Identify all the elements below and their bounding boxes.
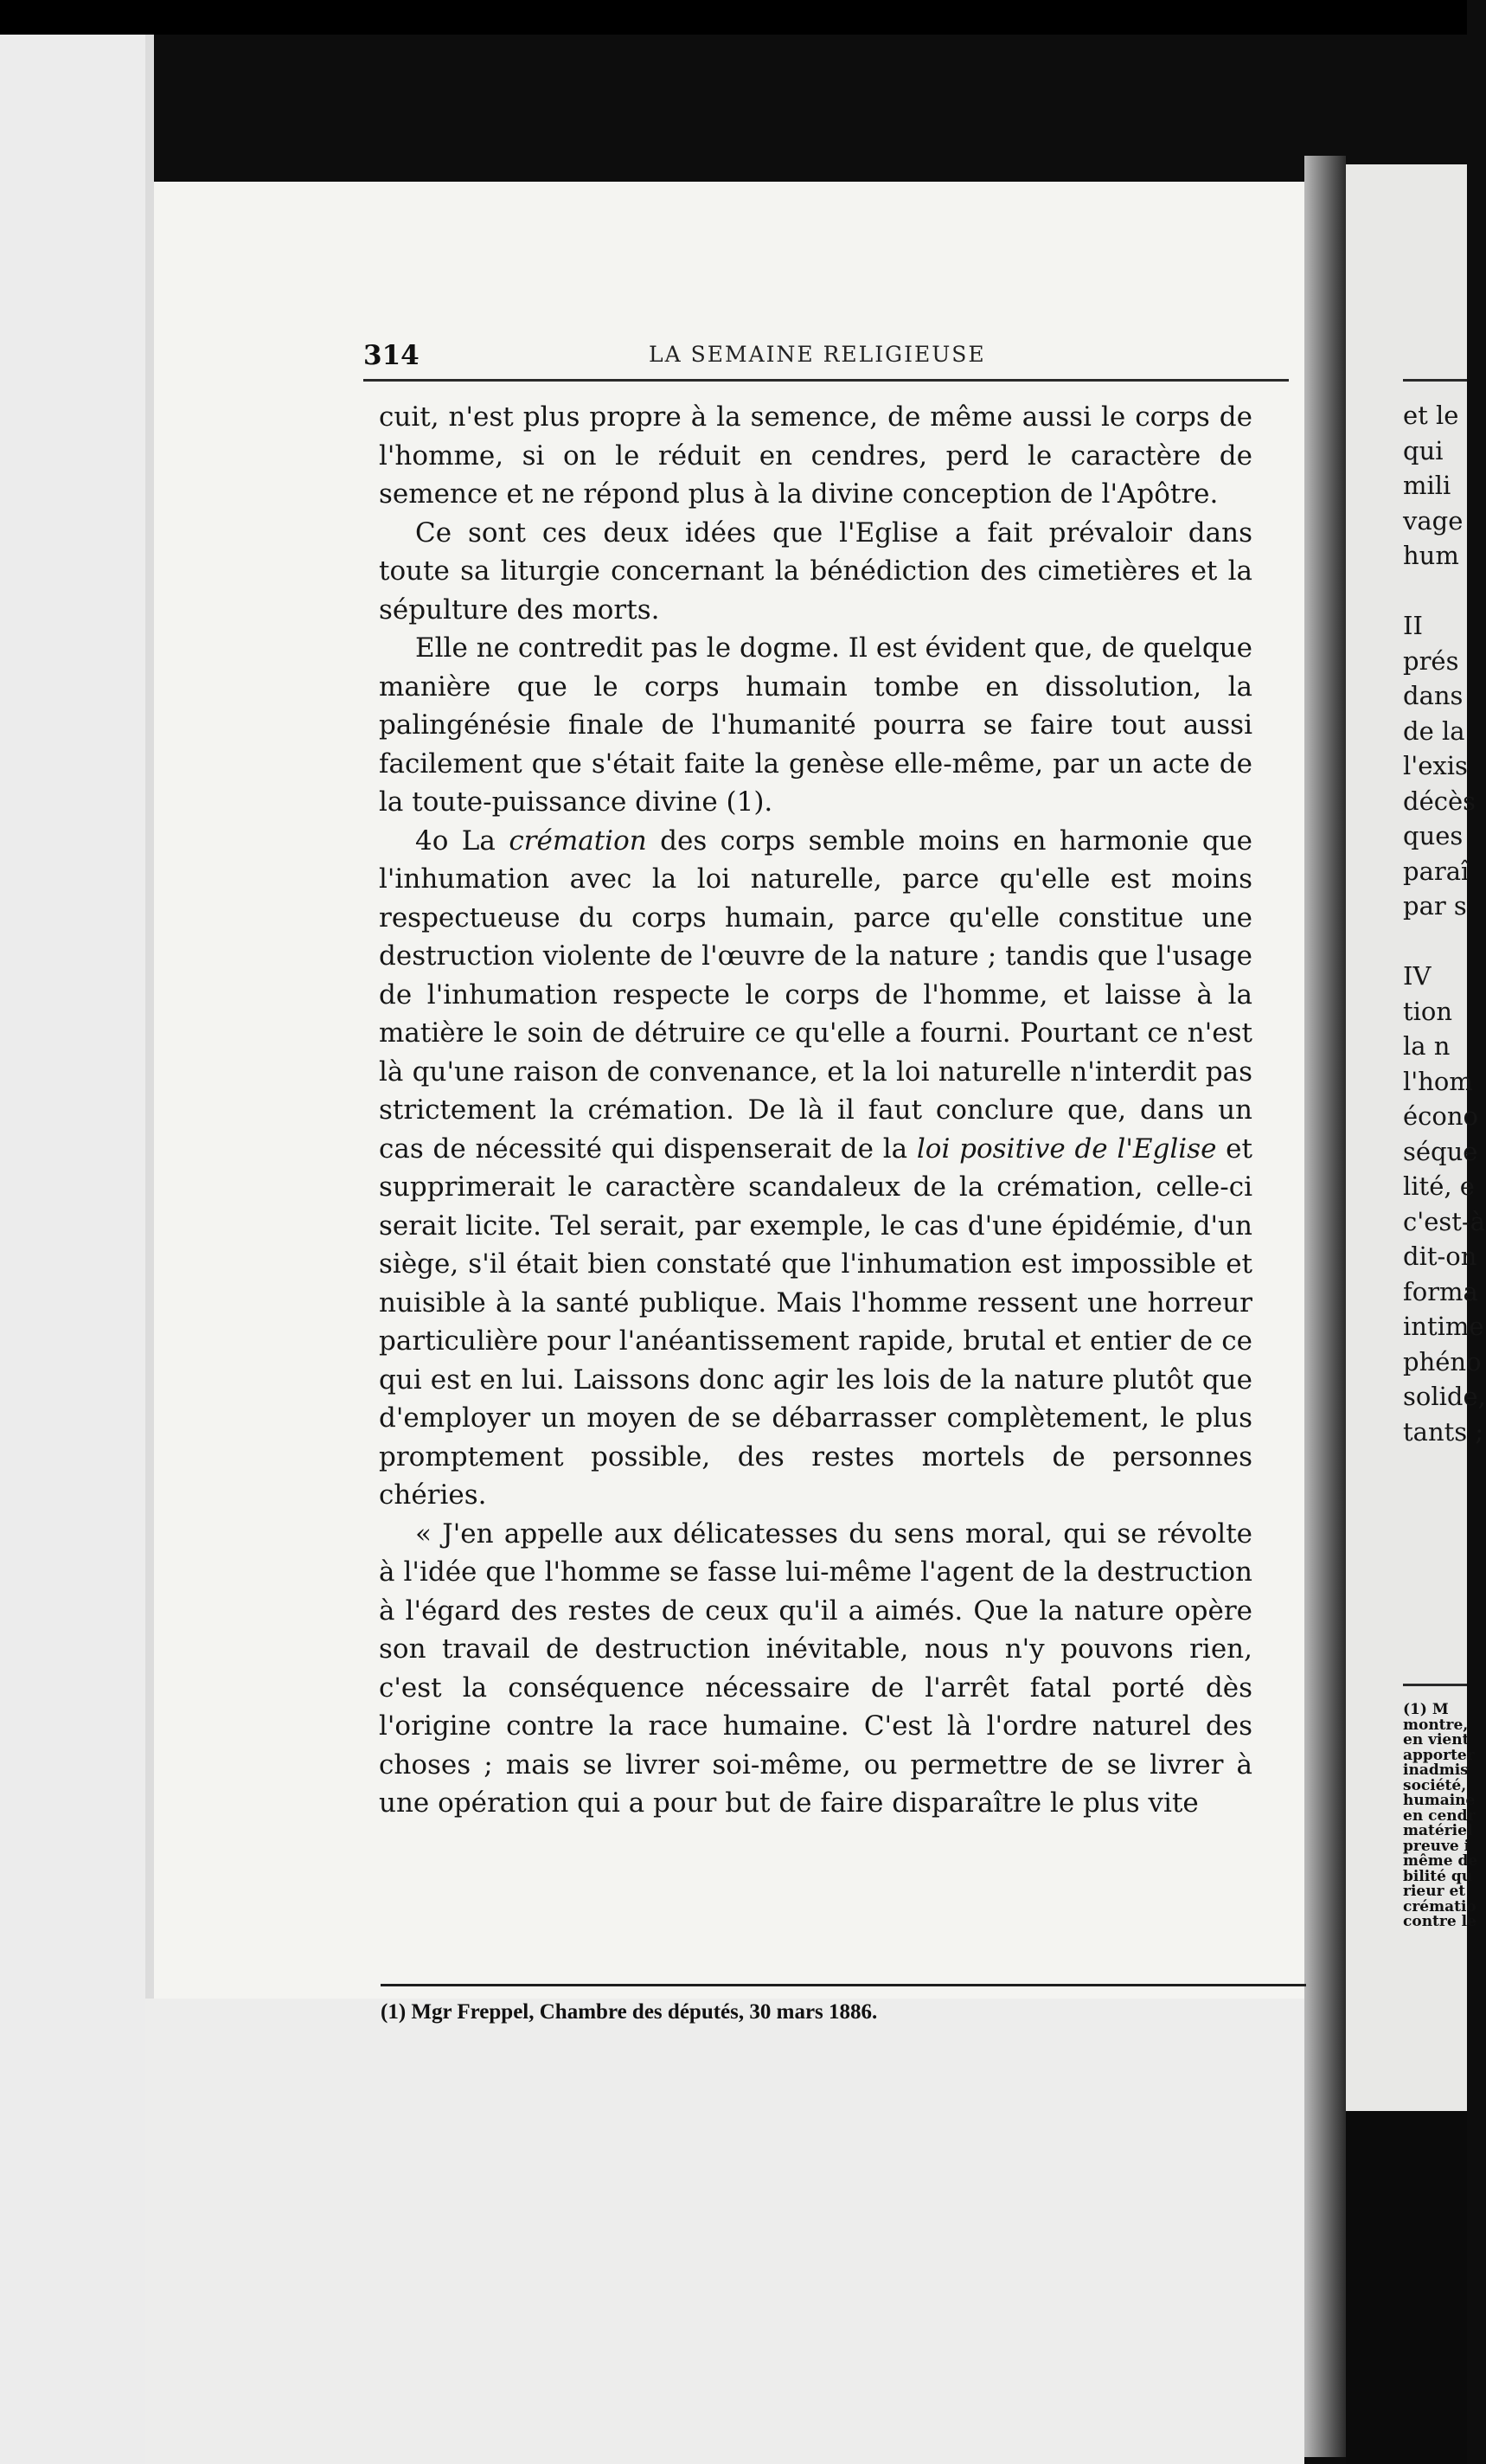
facing-page-footnote-line: en vient (1403, 1731, 1470, 1749)
facing-page-footnote-line: en cendr (1403, 1806, 1476, 1825)
paragraph (379, 1515, 1252, 1823)
facing-page-line: tion (1403, 996, 1453, 1026)
footnote-rule (381, 1984, 1306, 1986)
body-text (379, 398, 1252, 1823)
paragraph (379, 398, 1252, 514)
facing-page-line: phéno (1403, 1346, 1482, 1376)
running-title: LA SEMAINE RELIGIEUSE (649, 342, 986, 367)
facing-page-footnote-rule (1403, 1684, 1467, 1686)
facing-page-line: tants ; (1403, 1416, 1484, 1447)
book-gutter (1304, 156, 1346, 2457)
facing-page-footnote-line: inadmis (1403, 1761, 1469, 1779)
facing-page-line: qui (1403, 435, 1444, 465)
text-run: « J'en appelle aux délicatesses du sens moral, qui se révolte à l'idée que l'homme se fasse lui-même l'agent de la destruction à l'égard des restes de ceux qu'il a aimés. Que la nature opère son travail de destruction inévitable, nous n'y pouvons rien, c'est la conséquence nécessaire de l'arrêt fatal porté dès l'origine contre la race humaine. C'est là l'ordre naturel des choses ; mais se livrer soi-même, ou permettre de se livrer à une opération qui a pour but de faire disparaître le plus vite (379, 1518, 1252, 1819)
facing-page-line: l'hom (1403, 1066, 1473, 1096)
running-head (363, 333, 1297, 382)
facing-page-line: de la (1403, 715, 1465, 746)
facing-page-footnote-line: humaine (1403, 1792, 1476, 1809)
page-bottom-margin (145, 1999, 1304, 2464)
facing-page-line: prés (1403, 645, 1459, 676)
facing-page-line: intime (1403, 1312, 1484, 1341)
facing-page-footnote-line: société, (1403, 1776, 1467, 1794)
facing-page-line (1403, 574, 1467, 609)
text-run: des corps semble moins en harmonie que l'inhumation avec la loi naturelle, parce qu'elle est moins respectueuse du corps humain, parce qu'elle constitue une destruction violente de l'œuvre de la nature ; tandis que l'usage de l'inhumation respecte le corps de l'homme, et laisse à la matière le soin de détruire ce qu'elle a fourni. Pourtant ce n'est là qu'une raison de convenance, et la loi naturelle n'interdit pas strictement la crémation. De là il faut conclure que, dans un cas de nécessité qui dispenserait de la (379, 825, 1252, 1165)
facing-page-line: mili (1403, 471, 1451, 500)
facing-page-line: la n (1403, 1031, 1451, 1061)
facing-page-footnote-line: preuve i (1403, 1837, 1470, 1855)
facing-page-line: dans (1403, 681, 1464, 710)
facing-page-footnote-line: montre, (1403, 1716, 1469, 1734)
facing-page-line: décès (1403, 786, 1476, 816)
facing-page-footnote (1403, 1701, 1478, 1930)
facing-page-footnote-line: apporter (1403, 1746, 1475, 1764)
paragraph (379, 822, 1252, 1515)
scan-left-margin (0, 35, 147, 2464)
italic-text: loi positive de l'Eglise (916, 1133, 1217, 1165)
facing-page-line: forma (1403, 1276, 1478, 1306)
facing-page-text (1403, 398, 1486, 1449)
footnote: (1) Mgr Freppel, Chambre des députés, 30 mars 1886. (381, 2000, 878, 2024)
scan-top-border (0, 0, 1467, 35)
facing-page-line: dit-on (1403, 1242, 1477, 1271)
facing-page-line: et le (1403, 401, 1459, 430)
scan-dark-corner (1346, 2111, 1467, 2464)
text-run: Elle ne contredit pas le dogme. Il est évident que, de quelque manière que le corps humain tombe en dissolution, la palingénésie finale de l'humanité pourra se faire tout aussi facilement que s'était faite la genèse elle-même, par un acte de la toute-puissance divine (1). (379, 632, 1252, 818)
facing-page-line: vage (1403, 505, 1464, 536)
facing-page-line: écono (1403, 1101, 1478, 1131)
paragraph (379, 514, 1252, 630)
facing-page-footnote-line: (1) M (1403, 1701, 1449, 1718)
text-run: 4o La (415, 825, 509, 857)
facing-page-footnote-line: rieur et (1403, 1883, 1466, 1900)
facing-page-footnote-line: même de (1403, 1852, 1478, 1870)
paragraph (379, 629, 1252, 822)
facing-page-header-rule (1403, 379, 1467, 382)
facing-page-footnote-line: crématio (1403, 1897, 1476, 1915)
facing-page-line: paraî (1403, 856, 1470, 886)
page-number: 314 (363, 340, 420, 371)
facing-page-footnote-line: matériel (1403, 1822, 1473, 1839)
text-run: cuit, n'est plus propre à la semence, de même aussi le corps de l'homme, si on le réduit en cendres, perd le caractère de semence et ne répond plus à la divine conception de l'Apôtre. (379, 401, 1252, 510)
facing-page-footnote-line: bilité qu (1403, 1867, 1473, 1885)
italic-text: crémation (509, 825, 647, 857)
facing-page-line: par s (1403, 891, 1467, 921)
text-run: Ce sont ces deux idées que l'Eglise a fait prévaloir dans toute sa liturgie concernant la bénédiction des cimetières et la sépulture des morts. (379, 517, 1252, 626)
facing-page-line: IV (1403, 961, 1432, 991)
facing-page-line: c'est-à (1403, 1206, 1486, 1236)
text-run: et supprimerait le caractère scandaleux de la crémation, celle-ci serait licite. Tel serait, par exemple, le cas d'une épidémie, d'un siège, s'il était bien constaté que l'inhumation est impossible et nuisible à la santé publique. Mais l'homme ressent une horreur particulière pour l'anéantissement rapide, brutal et entier de ce qui est en lui. Laissons donc agir les lois de la nature plutôt que d'employer un moyen de se débarrasser complètement, le plus promptement possible, des restes mortels de personnes chéries. (379, 1133, 1252, 1511)
facing-page-line: l'exis (1403, 751, 1468, 780)
facing-page-line: ques (1403, 821, 1464, 850)
facing-page-line: lité, e (1403, 1171, 1475, 1201)
header-rule (363, 379, 1289, 382)
facing-page-footnote-line: contre le (1403, 1913, 1476, 1930)
facing-page-line: hum (1403, 541, 1459, 570)
facing-page-line: II (1403, 611, 1423, 640)
facing-page-line (1403, 924, 1467, 959)
facing-page-line: séque (1403, 1136, 1478, 1166)
facing-page-line: solide, (1403, 1382, 1486, 1411)
